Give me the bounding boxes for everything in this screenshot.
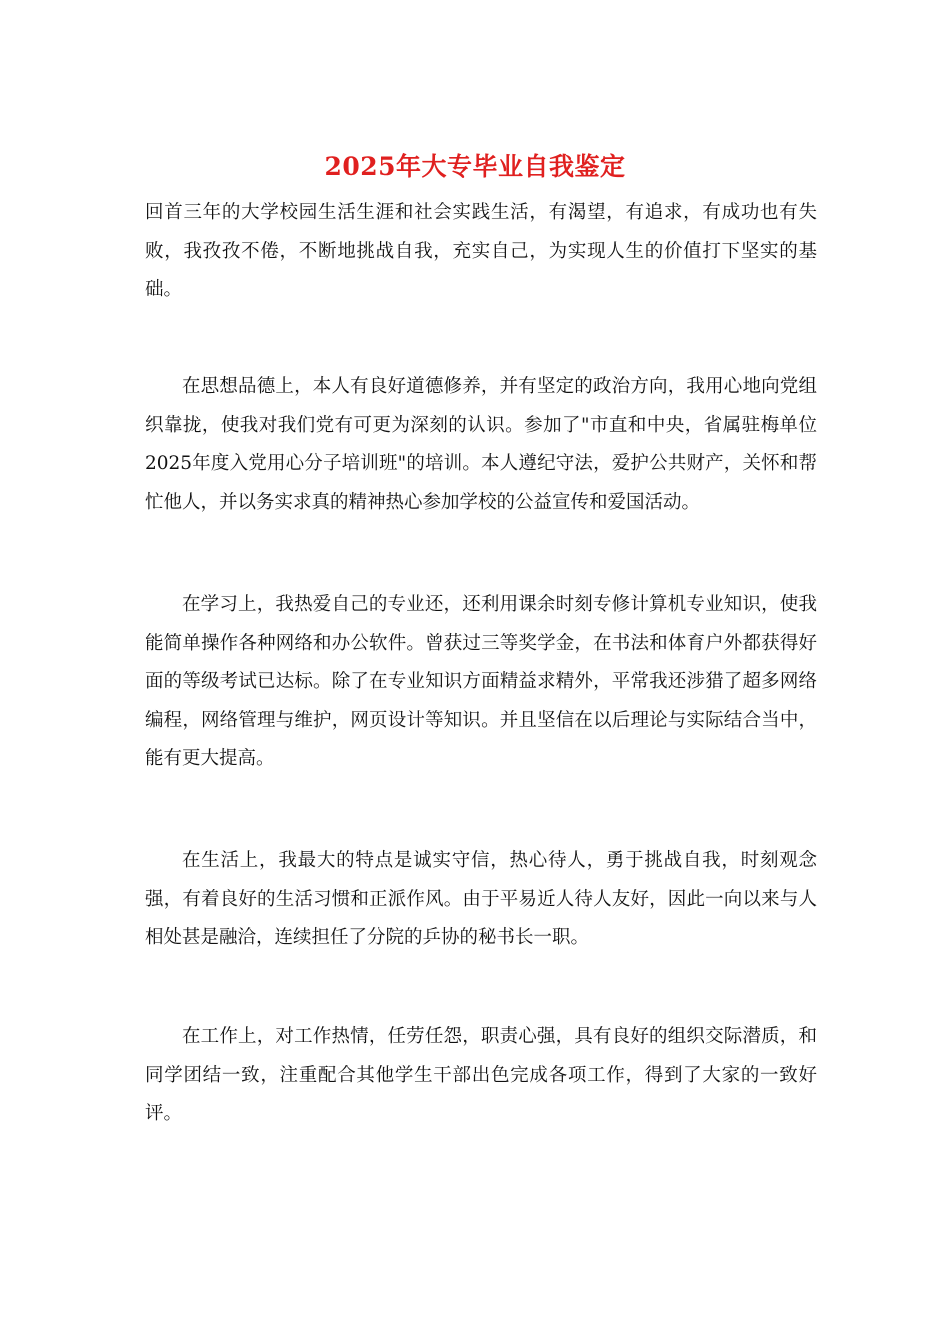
- document-title: 2025年大专毕业自我鉴定: [324, 152, 626, 181]
- paragraph-life: 在生活上，我最大的特点是诚实守信，热心待人，勇于挑战自我，时刻观念强，有着良好的生活习惯和正派作风。由于平易近人待人友好，因此一向以来与人相处甚是融洽，连续担任了分院的乒协的秘书长一职。: [145, 850, 817, 948]
- paragraph-work: 在工作上，对工作热情，任劳任怨，职责心强，具有良好的组织交际潜质，和同学团结一致，注重配合其他学生干部出色完成各项工作，得到了大家的一致好评。: [145, 1026, 817, 1124]
- paragraph-intro: 回首三年的大学校园生活生涯和社会实践生活，有渴望，有追求，有成功也有失败，我孜孜不倦，不断地挑战自我，充实自己，为实现人生的价值打下坚实的基础。: [145, 202, 817, 300]
- paragraph-study: 在学习上，我热爱自己的专业还，还利用课余时刻专修计算机专业知识，使我能简单操作各种网络和办公软件。曾获过三等奖学金，在书法和体育户外都获得好面的等级考试已达标。除了在专业知识方面精益求精外，平常我还涉猎了超多网络编程，网络管理与维护，网页设计等知识。并且坚信在以后理论与实际结合当中，能有更大提高。: [145, 594, 817, 769]
- paragraph-ideology: 在思想品德上，本人有良好道德修养，并有坚定的政治方向，我用心地向党组织靠拢，使我对我们党有可更为深刻的认识。参加了"市直和中央，省属驻梅单位2025年度入党用心分子培训班"的培训。本人遵纪守法，爱护公共财产，关怀和帮忙他人，并以务实求真的精神热心参加学校的公益宣传和爱国活动。: [145, 376, 817, 513]
